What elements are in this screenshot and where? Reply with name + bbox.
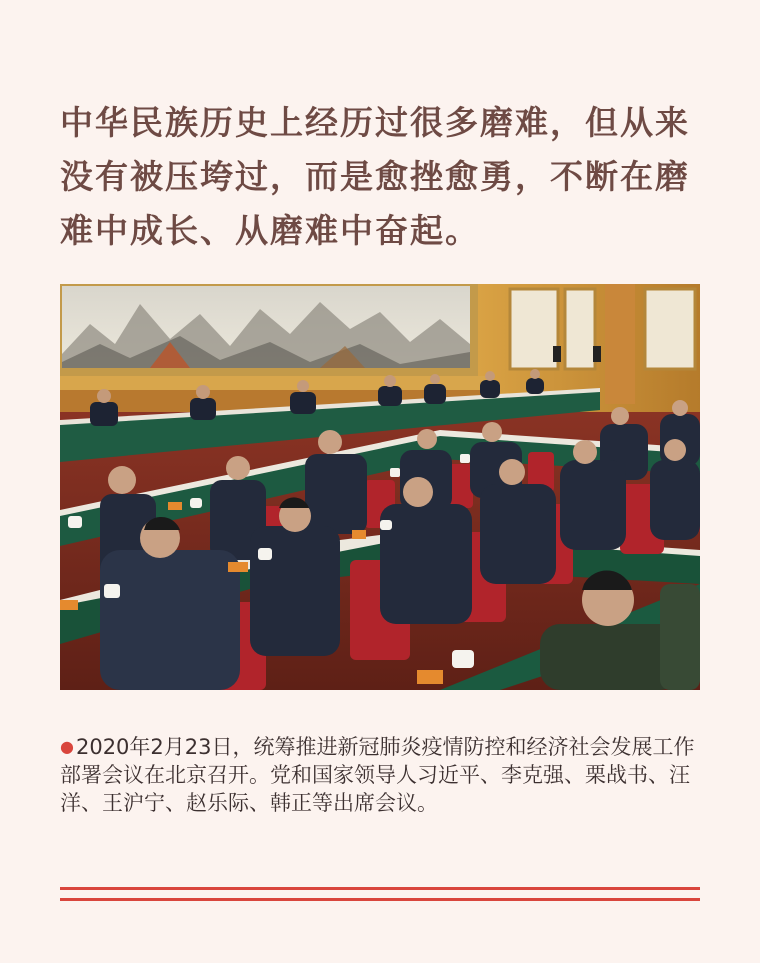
divider-line-top <box>60 887 700 890</box>
caption-text: 2020年2月23日，统筹推进新冠肺炎疫情防控和经济社会发展工作部署会议在北京召开。党和国家领导人习近平、李克强、栗战书、汪洋、王沪宁、赵乐际、韩正等出席会议。 <box>60 735 695 815</box>
bullet-icon: ● <box>60 737 74 756</box>
divider-line-bottom <box>60 898 700 901</box>
quote-heading: 中华民族历史上经历过很多磨难，但从来没有被压垮过，而是愈挫愈勇，不断在磨难中成长、从磨难中奋起。 <box>60 103 690 250</box>
meeting-photo <box>60 284 700 690</box>
photo-caption <box>60 733 705 817</box>
